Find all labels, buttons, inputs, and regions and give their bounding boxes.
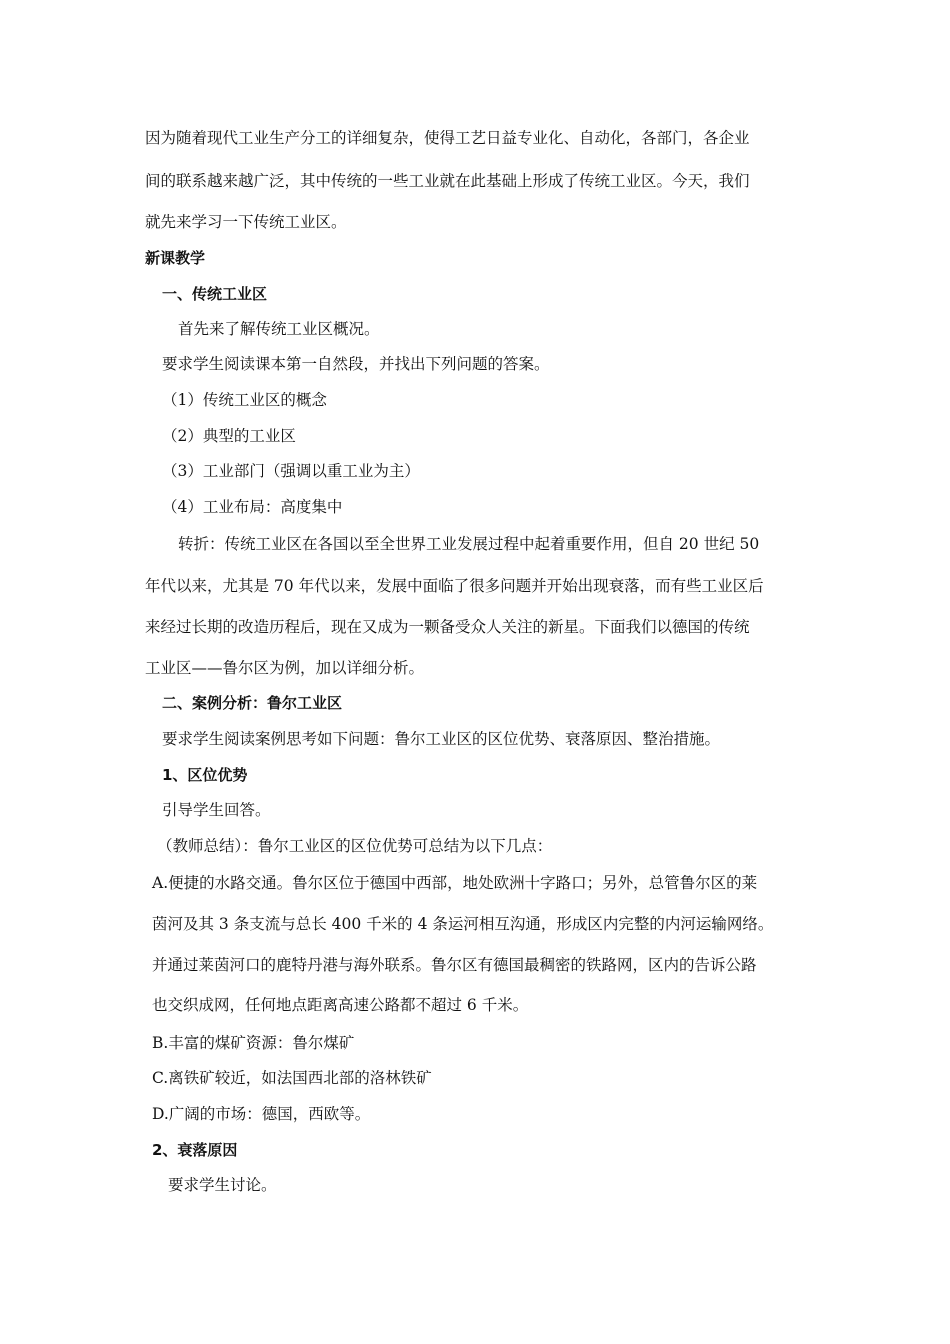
section2-heading: 二、案例分析：鲁尔工业区 — [162, 694, 343, 712]
section2-paragraph-1: 要求学生阅读案例思考如下问题：鲁尔工业区的区位优势、衰落原因、整治措施。 — [162, 730, 721, 748]
point-a-line-4: 也交织成网，任何地点距离高速公路都不超过 6 千米。 — [152, 996, 529, 1014]
transition-line-1: 转折：传统工业区在各国以至全世界工业发展过程中起着重要作用，但自 20 世纪 50 — [178, 535, 760, 553]
subsection1-heading: 1、区位优势 — [162, 766, 248, 784]
list-item: （1）传统工业区的概念 — [162, 391, 327, 409]
section1-paragraph-1: 首先来了解传统工业区概况。 — [178, 320, 380, 338]
list-item: （4）工业布局：高度集中 — [162, 498, 343, 516]
list-item: （2）典型的工业区 — [162, 427, 296, 445]
point-a-line-1: A.便捷的水路交通。鲁尔区位于德国中西部，地处欧洲十字路口；另外，总管鲁尔区的莱 — [152, 874, 758, 892]
section1-paragraph-2: 要求学生阅读课本第一自然段，并找出下列问题的答案。 — [162, 355, 550, 373]
transition-line-4: 工业区——鲁尔区为例，加以详细分析。 — [145, 659, 425, 677]
point-c: C.离铁矿较近，如法国西北部的洛林铁矿 — [152, 1069, 432, 1087]
subsection1-paragraph-2: （教师总结）：鲁尔工业区的区位优势可总结为以下几点： — [157, 837, 553, 855]
point-b: B.丰富的煤矿资源：鲁尔煤矿 — [152, 1034, 355, 1052]
subsection2-paragraph-1: 要求学生讨论。 — [168, 1176, 277, 1194]
point-a-line-2: 茵河及其 3 条支流与总长 400 千米的 4 条运河相互沟通，形成区内完整的内河运输网络。 — [152, 915, 774, 933]
intro-line-1: 因为随着现代工业生产分工的详细复杂，使得工艺日益专业化、自动化，各部门，各企业 — [145, 129, 750, 147]
transition-line-3: 来经过长期的改造历程后，现在又成为一颗备受众人关注的新星。下面我们以德国的传统 — [145, 618, 750, 636]
list-item: （3）工业部门（强调以重工业为主） — [162, 462, 420, 480]
point-a-line-3: 并通过莱茵河口的鹿特丹港与海外联系。鲁尔区有德国最稠密的铁路网，区内的告诉公路 — [152, 956, 757, 974]
transition-line-2: 年代以来，尤其是 70 年代以来，发展中面临了很多问题并开始出现衰落，而有些工业区后 — [145, 577, 764, 595]
point-d: D.广阔的市场：德国，西欧等。 — [152, 1105, 371, 1123]
section1-heading: 一、传统工业区 — [162, 285, 268, 303]
heading-new-lesson: 新课教学 — [145, 249, 206, 267]
intro-line-2: 间的联系越来越广泛，其中传统的一些工业就在此基础上形成了传统工业区。今天，我们 — [145, 172, 750, 190]
subsection1-paragraph-1: 引导学生回答。 — [162, 801, 271, 819]
intro-line-3: 就先来学习一下传统工业区。 — [145, 213, 347, 231]
subsection2-heading: 2、衰落原因 — [152, 1141, 238, 1159]
